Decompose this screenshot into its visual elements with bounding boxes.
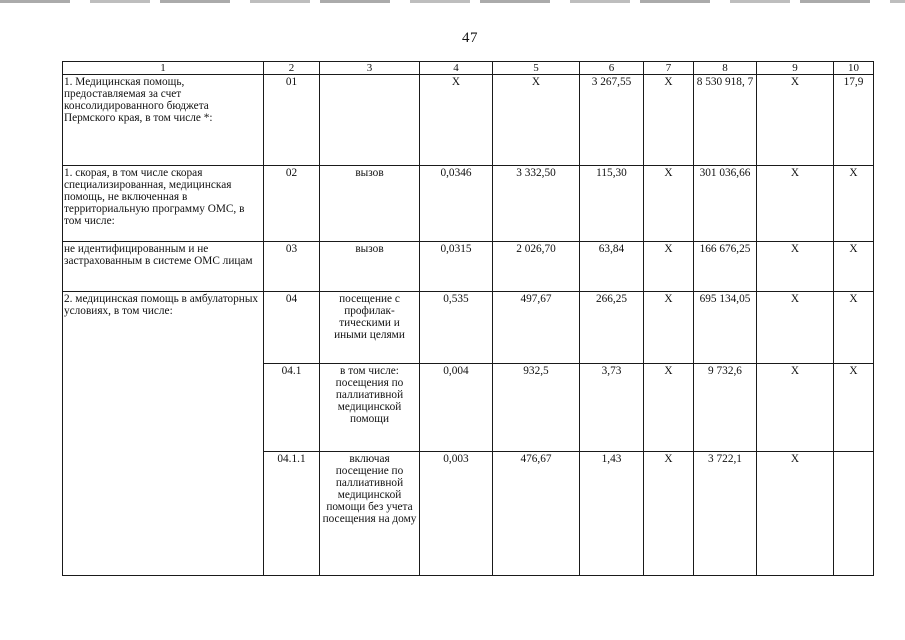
- row-value-cell: 3,73: [580, 364, 644, 452]
- row-name-cell: не идентифицированным и не застрахованным в системе ОМС лицам: [63, 242, 264, 292]
- row-value-cell: Х: [757, 75, 834, 166]
- table-row: [63, 242, 874, 292]
- header-cell: 3: [320, 62, 420, 75]
- row-value-cell: Х: [644, 364, 694, 452]
- row-value-cell: 3 332,50: [493, 166, 580, 242]
- table-row: [63, 166, 874, 242]
- row-value-cell: Х: [834, 292, 874, 364]
- row-value-cell: Х: [644, 166, 694, 242]
- row-value-cell: 166 676,25: [694, 242, 757, 292]
- row-value-cell: Х: [493, 75, 580, 166]
- row-value-cell: 0,004: [420, 364, 493, 452]
- row-value-cell: 266,25: [580, 292, 644, 364]
- table-row: [63, 75, 874, 166]
- scan-edge-artifact: [0, 0, 905, 3]
- row-value-cell: 0,0315: [420, 242, 493, 292]
- row-value-cell: 3 267,55: [580, 75, 644, 166]
- row-value-cell: 63,84: [580, 242, 644, 292]
- row-value-cell: 695 134,05: [694, 292, 757, 364]
- row-code-cell: 02: [264, 166, 320, 242]
- header-cell: 9: [757, 62, 834, 75]
- table-row: [63, 292, 874, 364]
- row-name-cell: 1. Медицинская помощь, предоставляемая за счет консолидированного бюджета Пермского края, в том числе *:: [63, 75, 264, 166]
- row-value-cell: 9 732,6: [694, 364, 757, 452]
- row-unit-cell: вызов: [320, 242, 420, 292]
- row-value-cell: 301 036,66: [694, 166, 757, 242]
- row-value-cell: 0,003: [420, 452, 493, 576]
- row-name-cell: 2. медицинская помощь в амбулаторных условиях, в том числе:: [63, 292, 264, 576]
- row-value-cell: 8 530 918, 7: [694, 75, 757, 166]
- header-cell: 5: [493, 62, 580, 75]
- row-value-cell: Х: [757, 452, 834, 576]
- row-unit-cell: в том числе: посещения по паллиативной медицинской помощи: [320, 364, 420, 452]
- row-value-cell: 0,0346: [420, 166, 493, 242]
- page-number: 47: [462, 30, 478, 46]
- row-value-cell: Х: [757, 166, 834, 242]
- row-value-cell: Х: [757, 242, 834, 292]
- row-value-cell: Х: [644, 292, 694, 364]
- row-unit-cell: вызов: [320, 166, 420, 242]
- row-code-cell: 04: [264, 292, 320, 364]
- row-code-cell: 01: [264, 75, 320, 166]
- header-cell: 2: [264, 62, 320, 75]
- row-value-cell: Х: [757, 364, 834, 452]
- row-value-cell: 1,43: [580, 452, 644, 576]
- header-cell: 8: [694, 62, 757, 75]
- row-value-cell: 476,67: [493, 452, 580, 576]
- header-cell: 6: [580, 62, 644, 75]
- header-cell: 4: [420, 62, 493, 75]
- table-header-row: [63, 62, 874, 75]
- row-value-cell: [834, 452, 874, 576]
- row-name-cell: 1. скорая, в том числе скорая специализированная, медицинская помощь, не включенная в территориальную программу ОМС, в том числе:: [63, 166, 264, 242]
- row-value-cell: 17,9: [834, 75, 874, 166]
- row-value-cell: 115,30: [580, 166, 644, 242]
- row-code-cell: 04.1: [264, 364, 320, 452]
- row-value-cell: 932,5: [493, 364, 580, 452]
- row-value-cell: 497,67: [493, 292, 580, 364]
- row-code-cell: 03: [264, 242, 320, 292]
- row-unit-cell: посещение с профилак-тическими и иными целями: [320, 292, 420, 364]
- row-value-cell: Х: [834, 364, 874, 452]
- header-cell: 10: [834, 62, 874, 75]
- row-value-cell: Х: [420, 75, 493, 166]
- header-cell: 1: [63, 62, 264, 75]
- row-unit-cell: [320, 75, 420, 166]
- row-value-cell: Х: [644, 75, 694, 166]
- row-value-cell: 2 026,70: [493, 242, 580, 292]
- data-table: [62, 61, 874, 576]
- header-cell: 7: [644, 62, 694, 75]
- row-value-cell: 3 722,1: [694, 452, 757, 576]
- row-value-cell: Х: [834, 166, 874, 242]
- row-value-cell: Х: [644, 452, 694, 576]
- row-value-cell: Х: [834, 242, 874, 292]
- row-unit-cell: включая посещение по паллиативной медицинской помощи без учета посещения на дому: [320, 452, 420, 576]
- row-value-cell: 0,535: [420, 292, 493, 364]
- row-code-cell: 04.1.1: [264, 452, 320, 576]
- row-value-cell: Х: [757, 292, 834, 364]
- row-value-cell: Х: [644, 242, 694, 292]
